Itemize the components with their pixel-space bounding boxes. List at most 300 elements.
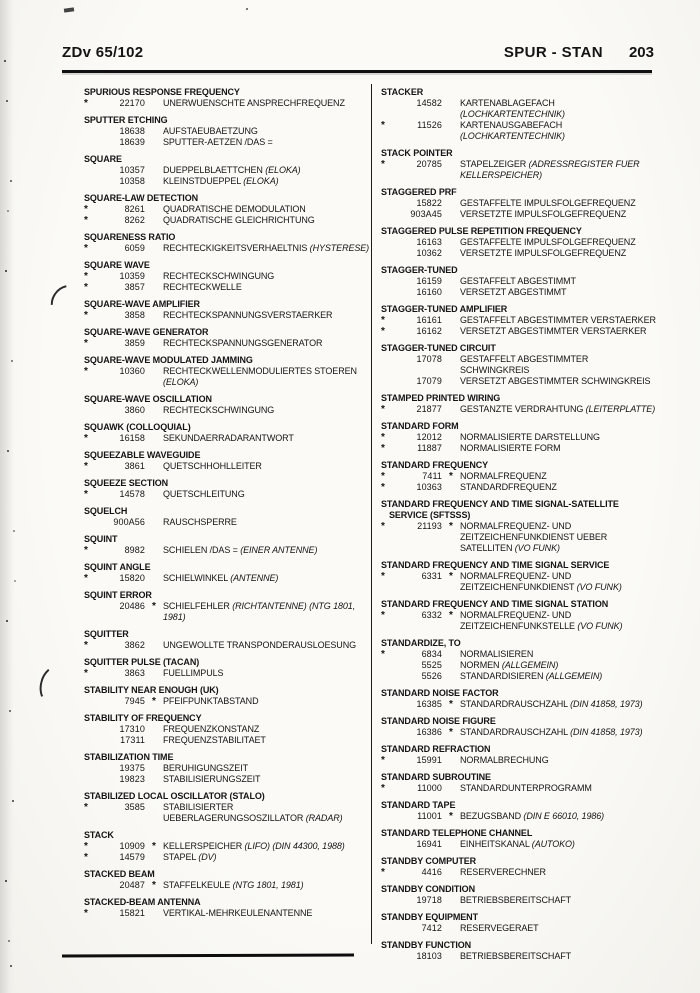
scan-speckles bbox=[4, 60, 6, 62]
entry-translation-line bbox=[84, 282, 370, 293]
star-marker-left: * bbox=[381, 443, 385, 454]
translation-text: VERSETZT ABGESTIMMT bbox=[460, 287, 567, 297]
translation-text: GESTANZTE VERDRAHTUNG (LEITERPLATTE) bbox=[460, 404, 656, 414]
star-marker-mid bbox=[442, 867, 460, 878]
dictionary-entry bbox=[381, 772, 658, 794]
dictionary-entry bbox=[84, 791, 370, 824]
entry-term: SQUITTER PULSE (TACAN) bbox=[84, 657, 200, 667]
entry-term: SQUARE-WAVE GENERATOR bbox=[84, 327, 209, 337]
dictionary-entry bbox=[381, 940, 658, 962]
entry-term: STANDARD NOISE FACTOR bbox=[381, 688, 499, 698]
term-number: 10909 bbox=[119, 841, 145, 851]
translation-text: KELLERSPEICHER (LIFO) (DIN 44300, 1988) bbox=[163, 841, 345, 851]
entry-translation-line bbox=[84, 433, 370, 444]
term-number: 11887 bbox=[417, 443, 442, 453]
entry-translation-line bbox=[84, 802, 370, 824]
star-marker-left bbox=[381, 98, 396, 120]
entry-term: STANDARD FREQUENCY AND TIME SIGNAL-SATELLITE SERVICE (SFTSSS) bbox=[381, 499, 619, 520]
term-number: 3585 bbox=[124, 802, 145, 812]
star-marker-mid: * bbox=[449, 610, 453, 621]
entry-term: SQUARE-LAW DETECTION bbox=[84, 193, 198, 203]
star-marker-mid bbox=[145, 774, 163, 785]
star-marker-left: * bbox=[84, 489, 88, 500]
entry-translation-line bbox=[381, 727, 658, 738]
star-marker-mid bbox=[145, 433, 163, 444]
star-marker-mid bbox=[442, 120, 460, 142]
star-marker-mid bbox=[442, 649, 460, 660]
star-marker-left: * bbox=[381, 571, 385, 582]
scan-mark-bottom-line bbox=[62, 953, 354, 957]
entry-term: SQUARENESS RATIO bbox=[84, 232, 176, 242]
translation-text: SEKUNDAERRADARANTWORT bbox=[163, 433, 294, 443]
star-marker-left: * bbox=[381, 521, 385, 532]
term-number: 16941 bbox=[416, 839, 442, 849]
dictionary-entry bbox=[84, 193, 370, 226]
translation-text: RESERVERECHNER bbox=[460, 867, 546, 877]
translation-text: RECHTECKIGKEITSVERHAELTNIS (HYSTERESE) bbox=[163, 243, 370, 253]
entry-term: STABILIZATION TIME bbox=[84, 752, 174, 762]
translation-text: AUFSTAEUBAETZUNG bbox=[163, 126, 258, 136]
entry-term: STAGGER-TUNED CIRCUIT bbox=[381, 343, 496, 353]
dictionary-entry bbox=[84, 590, 370, 623]
star-marker-left bbox=[84, 176, 99, 187]
dictionary-entry bbox=[84, 260, 370, 293]
star-marker-left bbox=[84, 601, 99, 623]
term-number: 20487 bbox=[119, 880, 145, 890]
star-marker-mid bbox=[145, 215, 163, 226]
entry-term: STAGGERED PRF bbox=[381, 187, 457, 197]
star-marker-mid bbox=[442, 248, 460, 259]
term-number: 11001 bbox=[417, 811, 442, 821]
translation-text: DUEPPELBLAETTCHEN (ELOKA) bbox=[163, 165, 301, 175]
entry-translation-line bbox=[381, 276, 658, 287]
dictionary-entry bbox=[84, 830, 370, 863]
star-marker-mid bbox=[145, 908, 163, 919]
star-marker-left: * bbox=[84, 908, 88, 919]
entry-translation-line bbox=[84, 640, 370, 651]
entry-translation-line bbox=[84, 545, 370, 556]
translation-text: UNERWUENSCHTE ANSPRECHFREQUENZ bbox=[163, 98, 345, 108]
term-number: 17078 bbox=[416, 354, 442, 364]
entry-translation-line bbox=[381, 811, 658, 822]
translation-text: RECHTECKSCHWINGUNG bbox=[163, 405, 275, 415]
entry-term: STANDBY EQUIPMENT bbox=[381, 912, 478, 922]
entry-translation-line bbox=[381, 867, 658, 878]
entry-term: SQUITTER bbox=[84, 629, 129, 639]
star-marker-mid bbox=[442, 783, 460, 794]
star-marker-mid bbox=[442, 209, 460, 220]
star-marker-left: * bbox=[84, 215, 88, 226]
translation-text: NORMALFREQUENZ- UND ZEITZEICHENFUNKDIENST (VO FUNK) bbox=[460, 571, 622, 592]
translation-text: FREQUENZSTABILITAET bbox=[163, 735, 266, 745]
star-marker-mid bbox=[442, 755, 460, 766]
term-number: 22170 bbox=[119, 98, 145, 108]
entry-term: STAGGERED PULSE REPETITION FREQUENCY bbox=[381, 226, 582, 236]
translation-text: GESTAFFELT ABGESTIMMT bbox=[460, 276, 576, 286]
entry-term: STANDARD SUBROUTINE bbox=[381, 772, 491, 782]
star-marker-mid bbox=[145, 668, 163, 679]
star-marker-left: * bbox=[381, 326, 385, 337]
star-marker-left bbox=[84, 696, 99, 707]
entry-term: STANDARD FORM bbox=[381, 421, 459, 431]
star-marker-mid bbox=[442, 315, 460, 326]
entry-translation-line bbox=[84, 461, 370, 472]
dictionary-entry bbox=[84, 327, 370, 349]
dictionary-entry bbox=[381, 499, 658, 554]
star-marker-mid: * bbox=[152, 696, 156, 707]
translation-text: VERTIKAL-MEHRKEULENANTENNE bbox=[163, 908, 313, 918]
translation-text: UNGEWOLLTE TRANSPONDERAUSLOESUNG bbox=[163, 640, 357, 650]
translation-text: BETRIEBSBEREITSCHAFT bbox=[460, 951, 572, 961]
star-marker-mid bbox=[145, 338, 163, 349]
entry-translation-line bbox=[84, 908, 370, 919]
star-marker-left: * bbox=[84, 852, 88, 863]
dictionary-entry bbox=[381, 884, 658, 906]
entry-translation-line bbox=[381, 895, 658, 906]
header-rule bbox=[62, 70, 652, 73]
star-marker-mid bbox=[442, 354, 460, 376]
star-marker-left: * bbox=[381, 120, 385, 131]
entry-term: STANDARD NOISE FIGURE bbox=[381, 716, 496, 726]
entry-translation-line bbox=[84, 601, 370, 623]
entry-term: STANDARD TAPE bbox=[381, 800, 456, 810]
entry-term: SQUELCH bbox=[84, 506, 128, 516]
entry-translation-line bbox=[381, 521, 658, 554]
star-marker-mid bbox=[145, 310, 163, 321]
entry-term: STANDBY FUNCTION bbox=[381, 940, 472, 950]
entry-translation-line bbox=[381, 571, 658, 593]
star-marker-left: * bbox=[84, 282, 88, 293]
star-marker-mid bbox=[145, 724, 163, 735]
term-number: 3862 bbox=[124, 640, 145, 650]
term-number: 16159 bbox=[416, 276, 442, 286]
term-number: 14578 bbox=[119, 489, 145, 499]
entry-term: SQUARE-WAVE AMPLIFIER bbox=[84, 299, 200, 309]
term-number: 19718 bbox=[416, 895, 442, 905]
star-marker-mid bbox=[442, 237, 460, 248]
translation-text: KLEINSTDUEPPEL (ELOKA) bbox=[163, 176, 279, 186]
star-marker-mid bbox=[442, 404, 460, 415]
term-number: 14582 bbox=[416, 98, 442, 108]
dictionary-entry bbox=[84, 562, 370, 584]
entry-term: STANDBY CONDITION bbox=[381, 884, 475, 894]
dictionary-entry bbox=[84, 752, 370, 785]
entry-translation-line bbox=[381, 376, 658, 387]
entry-translation-line bbox=[84, 243, 370, 254]
entry-translation-line bbox=[84, 271, 370, 282]
star-marker-left bbox=[84, 880, 99, 891]
translation-text: QUADRATISCHE DEMODULATION bbox=[163, 204, 306, 214]
star-marker-mid bbox=[442, 443, 460, 454]
entry-translation-line bbox=[381, 98, 658, 120]
star-marker-mid bbox=[145, 126, 163, 137]
entry-term: SQUARE WAVE bbox=[84, 260, 150, 270]
entry-term: SQUINT ANGLE bbox=[84, 562, 151, 572]
star-marker-left: * bbox=[84, 640, 88, 651]
star-marker-mid bbox=[145, 243, 163, 254]
star-marker-left bbox=[381, 699, 396, 710]
right-column bbox=[381, 87, 658, 968]
term-number: 5525 bbox=[421, 660, 442, 670]
entry-translation-line bbox=[84, 517, 370, 528]
star-marker-mid bbox=[442, 923, 460, 934]
dictionary-entry bbox=[381, 560, 658, 593]
star-marker-mid bbox=[442, 482, 460, 493]
star-marker-mid bbox=[442, 276, 460, 287]
dictionary-entry bbox=[84, 869, 370, 891]
range-title: SPUR - STAN bbox=[503, 44, 603, 61]
dictionary-entry bbox=[84, 506, 370, 528]
entry-translation-line bbox=[381, 660, 658, 671]
entry-translation-line bbox=[84, 126, 370, 137]
translation-text: NORMALFREQUENZ- UND ZEITZEICHENFUNKDIENST UEBER SATELLITEN (VO FUNK) bbox=[460, 521, 608, 553]
translation-text: SCHIELEN /DAS = (EINER ANTENNE) bbox=[163, 545, 318, 555]
star-marker-left bbox=[381, 811, 396, 822]
entry-term: STANDARD FREQUENCY AND TIME SIGNAL STATION bbox=[381, 599, 609, 609]
entry-translation-line bbox=[84, 215, 370, 226]
star-marker-left: * bbox=[84, 338, 88, 349]
star-marker-left bbox=[84, 137, 99, 148]
translation-text: KARTENABLAGEFACH (LOCHKARTENTECHNIK) bbox=[460, 98, 565, 119]
translation-text: STAFFELKEULE (NTG 1801, 1981) bbox=[163, 880, 304, 890]
dictionary-entry bbox=[84, 232, 370, 254]
term-number: 16385 bbox=[416, 699, 442, 709]
translation-text: VERSETZT ABGESTIMMTER VERSTAERKER bbox=[460, 326, 647, 336]
dictionary-entry bbox=[84, 394, 370, 416]
entry-term: SQUINT bbox=[84, 534, 118, 544]
entry-translation-line bbox=[381, 315, 658, 326]
entry-term: SPUTTER ETCHING bbox=[84, 115, 168, 125]
star-marker-left bbox=[84, 405, 99, 416]
entry-translation-line bbox=[381, 951, 658, 962]
star-marker-mid bbox=[145, 165, 163, 176]
term-number: 7412 bbox=[421, 923, 442, 933]
entry-term: STABILITY NEAR ENOUGH (UK) bbox=[84, 685, 219, 695]
translation-text: NORMALFREQUENZ bbox=[460, 471, 547, 481]
dictionary-entry bbox=[381, 828, 658, 850]
entry-translation-line bbox=[381, 404, 658, 415]
dictionary-entry bbox=[84, 657, 370, 679]
star-marker-mid bbox=[145, 461, 163, 472]
star-marker-mid bbox=[145, 517, 163, 528]
translation-text: GESTAFFELT ABGESTIMMTER VERSTAERKER bbox=[460, 315, 656, 325]
entry-translation-line bbox=[381, 432, 658, 443]
dictionary-entry bbox=[381, 716, 658, 738]
star-marker-left: * bbox=[381, 471, 385, 482]
star-marker-left bbox=[84, 774, 99, 785]
star-marker-mid bbox=[145, 735, 163, 746]
translation-text: PFEIFPUNKTABSTAND bbox=[163, 696, 259, 706]
star-marker-left: * bbox=[84, 545, 88, 556]
star-marker-left bbox=[381, 671, 396, 682]
term-number: 19823 bbox=[119, 774, 145, 784]
translation-text: BERUHIGUNGSZEIT bbox=[163, 763, 249, 773]
entry-term: STANDARD FREQUENCY AND TIME SIGNAL SERVICE bbox=[381, 560, 610, 570]
term-number: 19375 bbox=[119, 763, 145, 773]
star-marker-mid bbox=[442, 839, 460, 850]
translation-text: RECHTECKSPANNUNGSGENERATOR bbox=[163, 338, 323, 348]
dictionary-entry bbox=[381, 304, 658, 337]
entry-term: STANDARD TELEPHONE CHANNEL bbox=[381, 828, 533, 838]
entry-term: STACK bbox=[84, 830, 114, 840]
column-divider bbox=[371, 84, 372, 944]
entry-term: STANDARD REFRACTION bbox=[381, 744, 491, 754]
star-marker-left bbox=[84, 126, 99, 137]
entry-translation-line bbox=[381, 198, 658, 209]
translation-text: VERSETZT ABGESTIMMTER SCHWINGKREIS bbox=[460, 376, 651, 386]
term-number: 3859 bbox=[124, 338, 145, 348]
entry-translation-line bbox=[84, 165, 370, 176]
translation-text: RAUSCHSPERRE bbox=[163, 517, 237, 527]
term-number: 15820 bbox=[119, 573, 145, 583]
term-number: 6059 bbox=[124, 243, 145, 253]
term-number: 903A45 bbox=[410, 209, 442, 219]
entry-translation-line bbox=[84, 338, 370, 349]
translation-text: NORMEN (ALLGEMEIN) bbox=[460, 660, 559, 670]
dictionary-entry bbox=[84, 478, 370, 500]
star-marker-mid bbox=[145, 271, 163, 282]
term-number: 12012 bbox=[416, 432, 442, 442]
star-marker-left bbox=[381, 287, 396, 298]
entry-term: STANDARD FREQUENCY bbox=[381, 460, 489, 470]
translation-text: STABILISIERUNGSZEIT bbox=[163, 774, 261, 784]
term-number: 16163 bbox=[416, 237, 442, 247]
dictionary-entry bbox=[381, 187, 658, 220]
star-marker-mid bbox=[442, 98, 460, 120]
translation-text: VERSETZTE IMPULSFOLGEFREQUENZ bbox=[460, 209, 627, 219]
star-marker-left: * bbox=[84, 98, 88, 109]
left-column bbox=[84, 87, 370, 925]
star-marker-left bbox=[381, 209, 396, 220]
term-number: 3863 bbox=[124, 668, 145, 678]
star-marker-left: * bbox=[381, 159, 385, 170]
star-marker-left: * bbox=[381, 783, 385, 794]
translation-text: QUETSCHHOHLLEITER bbox=[163, 461, 262, 471]
entry-translation-line bbox=[84, 137, 370, 148]
star-marker-mid: * bbox=[449, 699, 453, 710]
entry-term: SQUAWK (COLLOQUIAL) bbox=[84, 422, 191, 432]
term-number: 15991 bbox=[416, 755, 442, 765]
entry-translation-line bbox=[381, 671, 658, 682]
translation-text: GESTAFFELTE IMPULSFOLGEFREQUENZ bbox=[460, 237, 636, 247]
dictionary-entry bbox=[84, 154, 370, 187]
term-number: 8262 bbox=[124, 215, 145, 225]
star-marker-left bbox=[84, 763, 99, 774]
translation-text: STANDARDRAUSCHZAHL (DIN 41858, 1973) bbox=[460, 727, 643, 737]
entry-term: SQUARE-WAVE OSCILLATION bbox=[84, 394, 212, 404]
star-marker-left: * bbox=[381, 315, 385, 326]
entry-translation-line bbox=[381, 326, 658, 337]
entry-term: STACK POINTER bbox=[381, 148, 453, 158]
star-marker-left bbox=[84, 735, 99, 746]
dictionary-entry bbox=[381, 148, 658, 181]
entry-translation-line bbox=[381, 120, 658, 142]
dictionary-entry bbox=[84, 299, 370, 321]
star-marker-left: * bbox=[381, 610, 385, 621]
term-number: 16162 bbox=[416, 326, 442, 336]
term-number: 4416 bbox=[421, 867, 442, 877]
term-number: 8982 bbox=[124, 545, 145, 555]
term-number: 3857 bbox=[124, 282, 145, 292]
dictionary-entry bbox=[381, 421, 658, 454]
dictionary-entry bbox=[381, 800, 658, 822]
translation-text: STANDARDRAUSCHZAHL (DIN 41858, 1973) bbox=[460, 699, 643, 709]
term-number: 10363 bbox=[416, 482, 442, 492]
star-marker-left bbox=[84, 724, 99, 735]
star-marker-mid bbox=[145, 573, 163, 584]
entry-translation-line bbox=[381, 237, 658, 248]
star-marker-mid bbox=[442, 951, 460, 962]
translation-text: SCHIELFEHLER (RICHTANTENNE) (NTG 1801, 1981) bbox=[163, 601, 356, 622]
star-marker-mid bbox=[442, 198, 460, 209]
scan-mark-crescent-lower bbox=[36, 663, 70, 706]
translation-text: GESTAFFELT ABGESTIMMTER SCHWINGKREIS bbox=[460, 354, 589, 375]
term-number: 21877 bbox=[416, 404, 442, 414]
dictionary-entry bbox=[381, 226, 658, 259]
star-marker-mid bbox=[145, 204, 163, 215]
dictionary-entry bbox=[381, 744, 658, 766]
term-number: 17079 bbox=[416, 376, 442, 386]
term-number: 18638 bbox=[119, 126, 145, 136]
term-number: 14579 bbox=[119, 852, 145, 862]
term-number: 16158 bbox=[119, 433, 145, 443]
dictionary-entry bbox=[84, 355, 370, 388]
star-marker-left: * bbox=[84, 841, 88, 852]
entry-translation-line bbox=[381, 471, 658, 482]
translation-text: NORMALBRECHUNG bbox=[460, 755, 549, 765]
term-number: 900A56 bbox=[113, 517, 145, 527]
star-marker-mid: * bbox=[152, 841, 156, 852]
term-number: 18103 bbox=[416, 951, 442, 961]
entry-translation-line bbox=[84, 405, 370, 416]
star-marker-left: * bbox=[381, 649, 385, 660]
star-marker-mid bbox=[442, 376, 460, 387]
entry-term: STAMPED PRINTED WIRING bbox=[381, 393, 501, 403]
dictionary-entry bbox=[381, 688, 658, 710]
translation-text: RESERVEGERAET bbox=[460, 923, 539, 933]
dictionary-entry bbox=[84, 629, 370, 651]
star-marker-mid bbox=[442, 660, 460, 671]
star-marker-left: * bbox=[84, 461, 88, 472]
star-marker-left: * bbox=[381, 755, 385, 766]
entry-translation-line bbox=[84, 841, 370, 852]
term-number: 17310 bbox=[119, 724, 145, 734]
entry-term: SPURIOUS RESPONSE FREQUENCY bbox=[84, 87, 240, 97]
star-marker-mid bbox=[145, 98, 163, 109]
translation-text: STANDARDUNTERPROGRAMM bbox=[460, 783, 592, 793]
term-number: 15822 bbox=[416, 198, 442, 208]
entry-translation-line bbox=[84, 98, 370, 109]
translation-text: RECHTECKWELLE bbox=[163, 282, 242, 292]
translation-text: RECHTECKWELLENMODULIERTES STOEREN (ELOKA) bbox=[163, 366, 357, 387]
term-number: 3858 bbox=[124, 310, 145, 320]
star-marker-left bbox=[381, 923, 396, 934]
star-marker-mid bbox=[145, 763, 163, 774]
translation-text: FUELLIMPULS bbox=[163, 668, 224, 678]
dictionary-entry bbox=[84, 685, 370, 707]
translation-text: KARTENAUSGABEFACH (LOCHKARTENTECHNIK) bbox=[460, 120, 565, 141]
dictionary-entry bbox=[381, 912, 658, 934]
star-marker-mid bbox=[145, 640, 163, 651]
star-marker-left bbox=[381, 237, 396, 248]
entry-translation-line bbox=[381, 248, 658, 259]
translation-text: SCHIELWINKEL (ANTENNE) bbox=[163, 573, 279, 583]
entry-term: STAGGER-TUNED AMPLIFIER bbox=[381, 304, 508, 314]
translation-text: QUETSCHLEITUNG bbox=[163, 489, 245, 499]
translation-text: NORMALFREQUENZ- UND ZEITZEICHENFUNKSTELLE (VO FUNK) bbox=[460, 610, 623, 631]
entry-translation-line bbox=[381, 610, 658, 632]
star-marker-mid bbox=[145, 489, 163, 500]
